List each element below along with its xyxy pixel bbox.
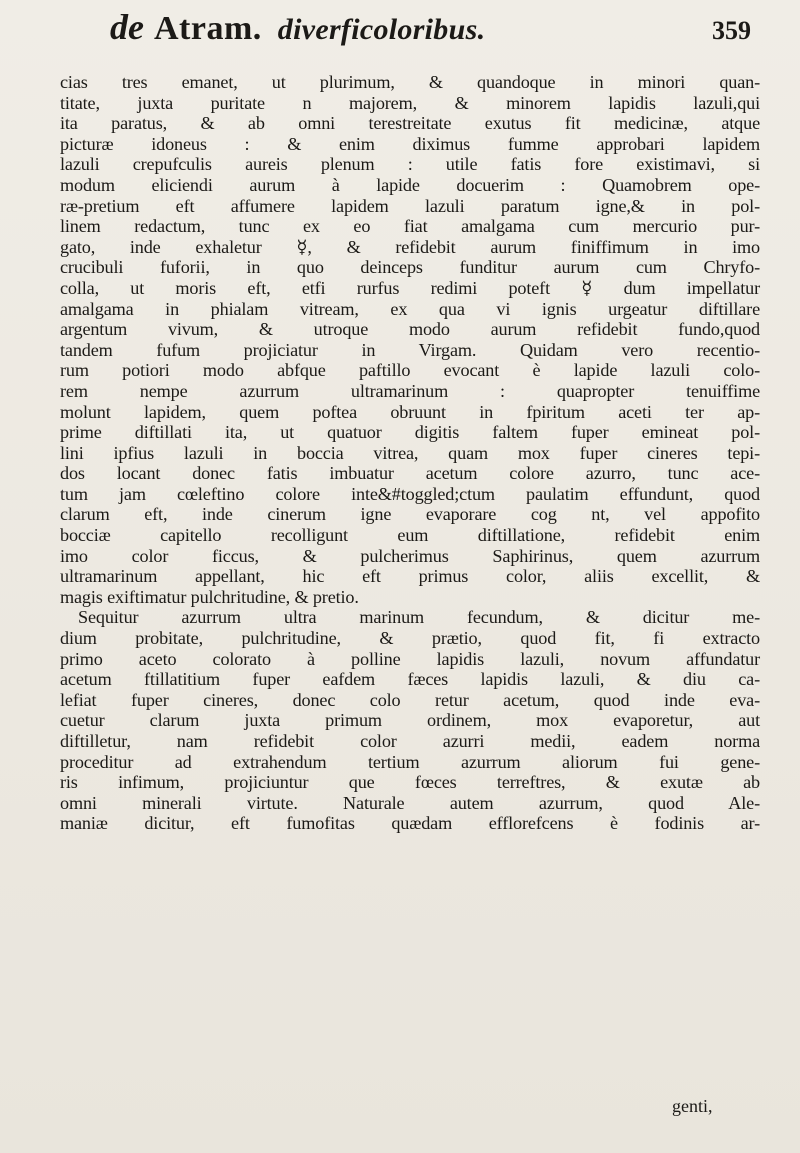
text-line: rem nempe azurrum ultramarinum : quapropter tenuiffime [60,380,760,401]
text-line: ita paratus, & ab omni terestreitate exutus fit medicinæ, atque [60,113,760,134]
text-line: ultramarinum appellant, hic eft primus color, aliis excellit, & [60,566,760,587]
text-line: colla, ut moris eft, etfi rurfus redimi poteft ☿ dum impellatur [60,277,760,298]
text-line: tandem fufum projiciatur in Virgam. Quidam vero recentio- [60,339,760,360]
text-line: Sequitur azurrum ultra marinum fecundum, & dicitur me- [78,607,760,628]
running-head-diversicoloribus: diverficoloribus. [277,13,486,46]
text-line: dium probitate, pulchritudine, & prætio, quod fit, fi extracto [60,628,760,649]
text-line: primo aceto colorato à polline lapidis lazuli, novum affundatur [60,648,760,669]
body-text [60,72,760,834]
text-line: linem redactum, tunc ex eo fiat amalgama cum mercurio pur- [60,216,760,237]
text-line: acetum ftillatitium fuper eafdem fæces lapidis lazuli, & diu ca- [60,669,760,690]
text-line: proceditur ad extrahendum tertium azurrum aliorum fui gene- [60,751,760,772]
text-line: lefiat fuper cineres, donec colo retur acetum, quod inde eva- [60,689,760,710]
running-head-atram: Atram. [153,10,262,47]
text-line: modum eliciendi aurum à lapide docuerim : Quamobrem ope- [60,174,760,195]
running-head [110,6,630,66]
text-line: lini ipfius lazuli in boccia vitrea, quam mox fuper cineres tepi- [60,442,760,463]
text-line: dos locant donec fatis imbuatur acetum colore azurro, tunc ace- [60,463,760,484]
text-line: diftilletur, nam refidebit color azurri medii, eadem norma [60,731,760,751]
text-line: prime diftillati ita, ut quatuor digitis faltem fuper emineat pol- [60,422,760,443]
running-head-de: de [110,7,144,47]
text-line: bocciæ capitello recolligunt eum diftillatione, refidebit enim [60,525,760,546]
page-number: 359 [712,16,751,45]
text-line: clarum eft, inde cinerum igne evaporare cog nt, vel appofito [60,504,760,525]
text-line: amalgama in phialam vitream, ex qua vi ignis urgeatur diftillare [60,298,760,319]
text-line: crucibuli fuforii, in quo deinceps funditur aurum cum Chryfo- [60,257,760,278]
text-line: argentum vivum, & utroque modo aurum refidebit fundo,quod [60,319,760,340]
text-line: titate, juxta puritate n majorem, & minorem lapidis lazuli,qui [60,92,760,113]
text-line: molunt lapidem, quem poftea obruunt in fpiritum aceti ter ap- [60,401,760,422]
text-line: cuetur clarum juxta primum ordinem, mox evaporetur, aut [60,710,760,731]
text-line: picturæ idoneus : & enim diximus fumme approbari lapidem [60,133,760,154]
text-line: tum jam cœleftino colore inte&#toggled;ctum paulatim effundunt, quod [60,483,760,504]
text-line: ræ-pretium eft affumere lapidem lazuli paratum igne,& in pol- [60,195,760,216]
text-line: gato, inde exhaletur ☿, & refidebit aurum finiffimum in imo [60,236,760,257]
text-line: magis exiftimatur pulchritudine, & pretio. [60,586,359,607]
text-line: cias tres emanet, ut plurimum, & quandoque in minori quan- [60,72,760,92]
text-line: maniæ dicitur, eft fumofitas quædam efflorefcens è fodinis ar- [60,813,760,834]
text-line: lazuli crepufculis aureis plenum : utile fatis fore existimavi, si [60,154,760,175]
text-line: omni minerali virtute. Naturale autem azurrum, quod Ale- [60,792,760,813]
text-line: rum potiori modo abfque paftillo evocant è lapide lazuli colo- [60,360,760,381]
catchword: genti, [672,1096,713,1116]
text-line: imo color ficcus, & pulcherimus Saphirinus, quem azurrum [60,545,760,566]
text-line: ris infimum, projiciuntur que fœces terreftres, & exutæ ab [60,772,760,793]
